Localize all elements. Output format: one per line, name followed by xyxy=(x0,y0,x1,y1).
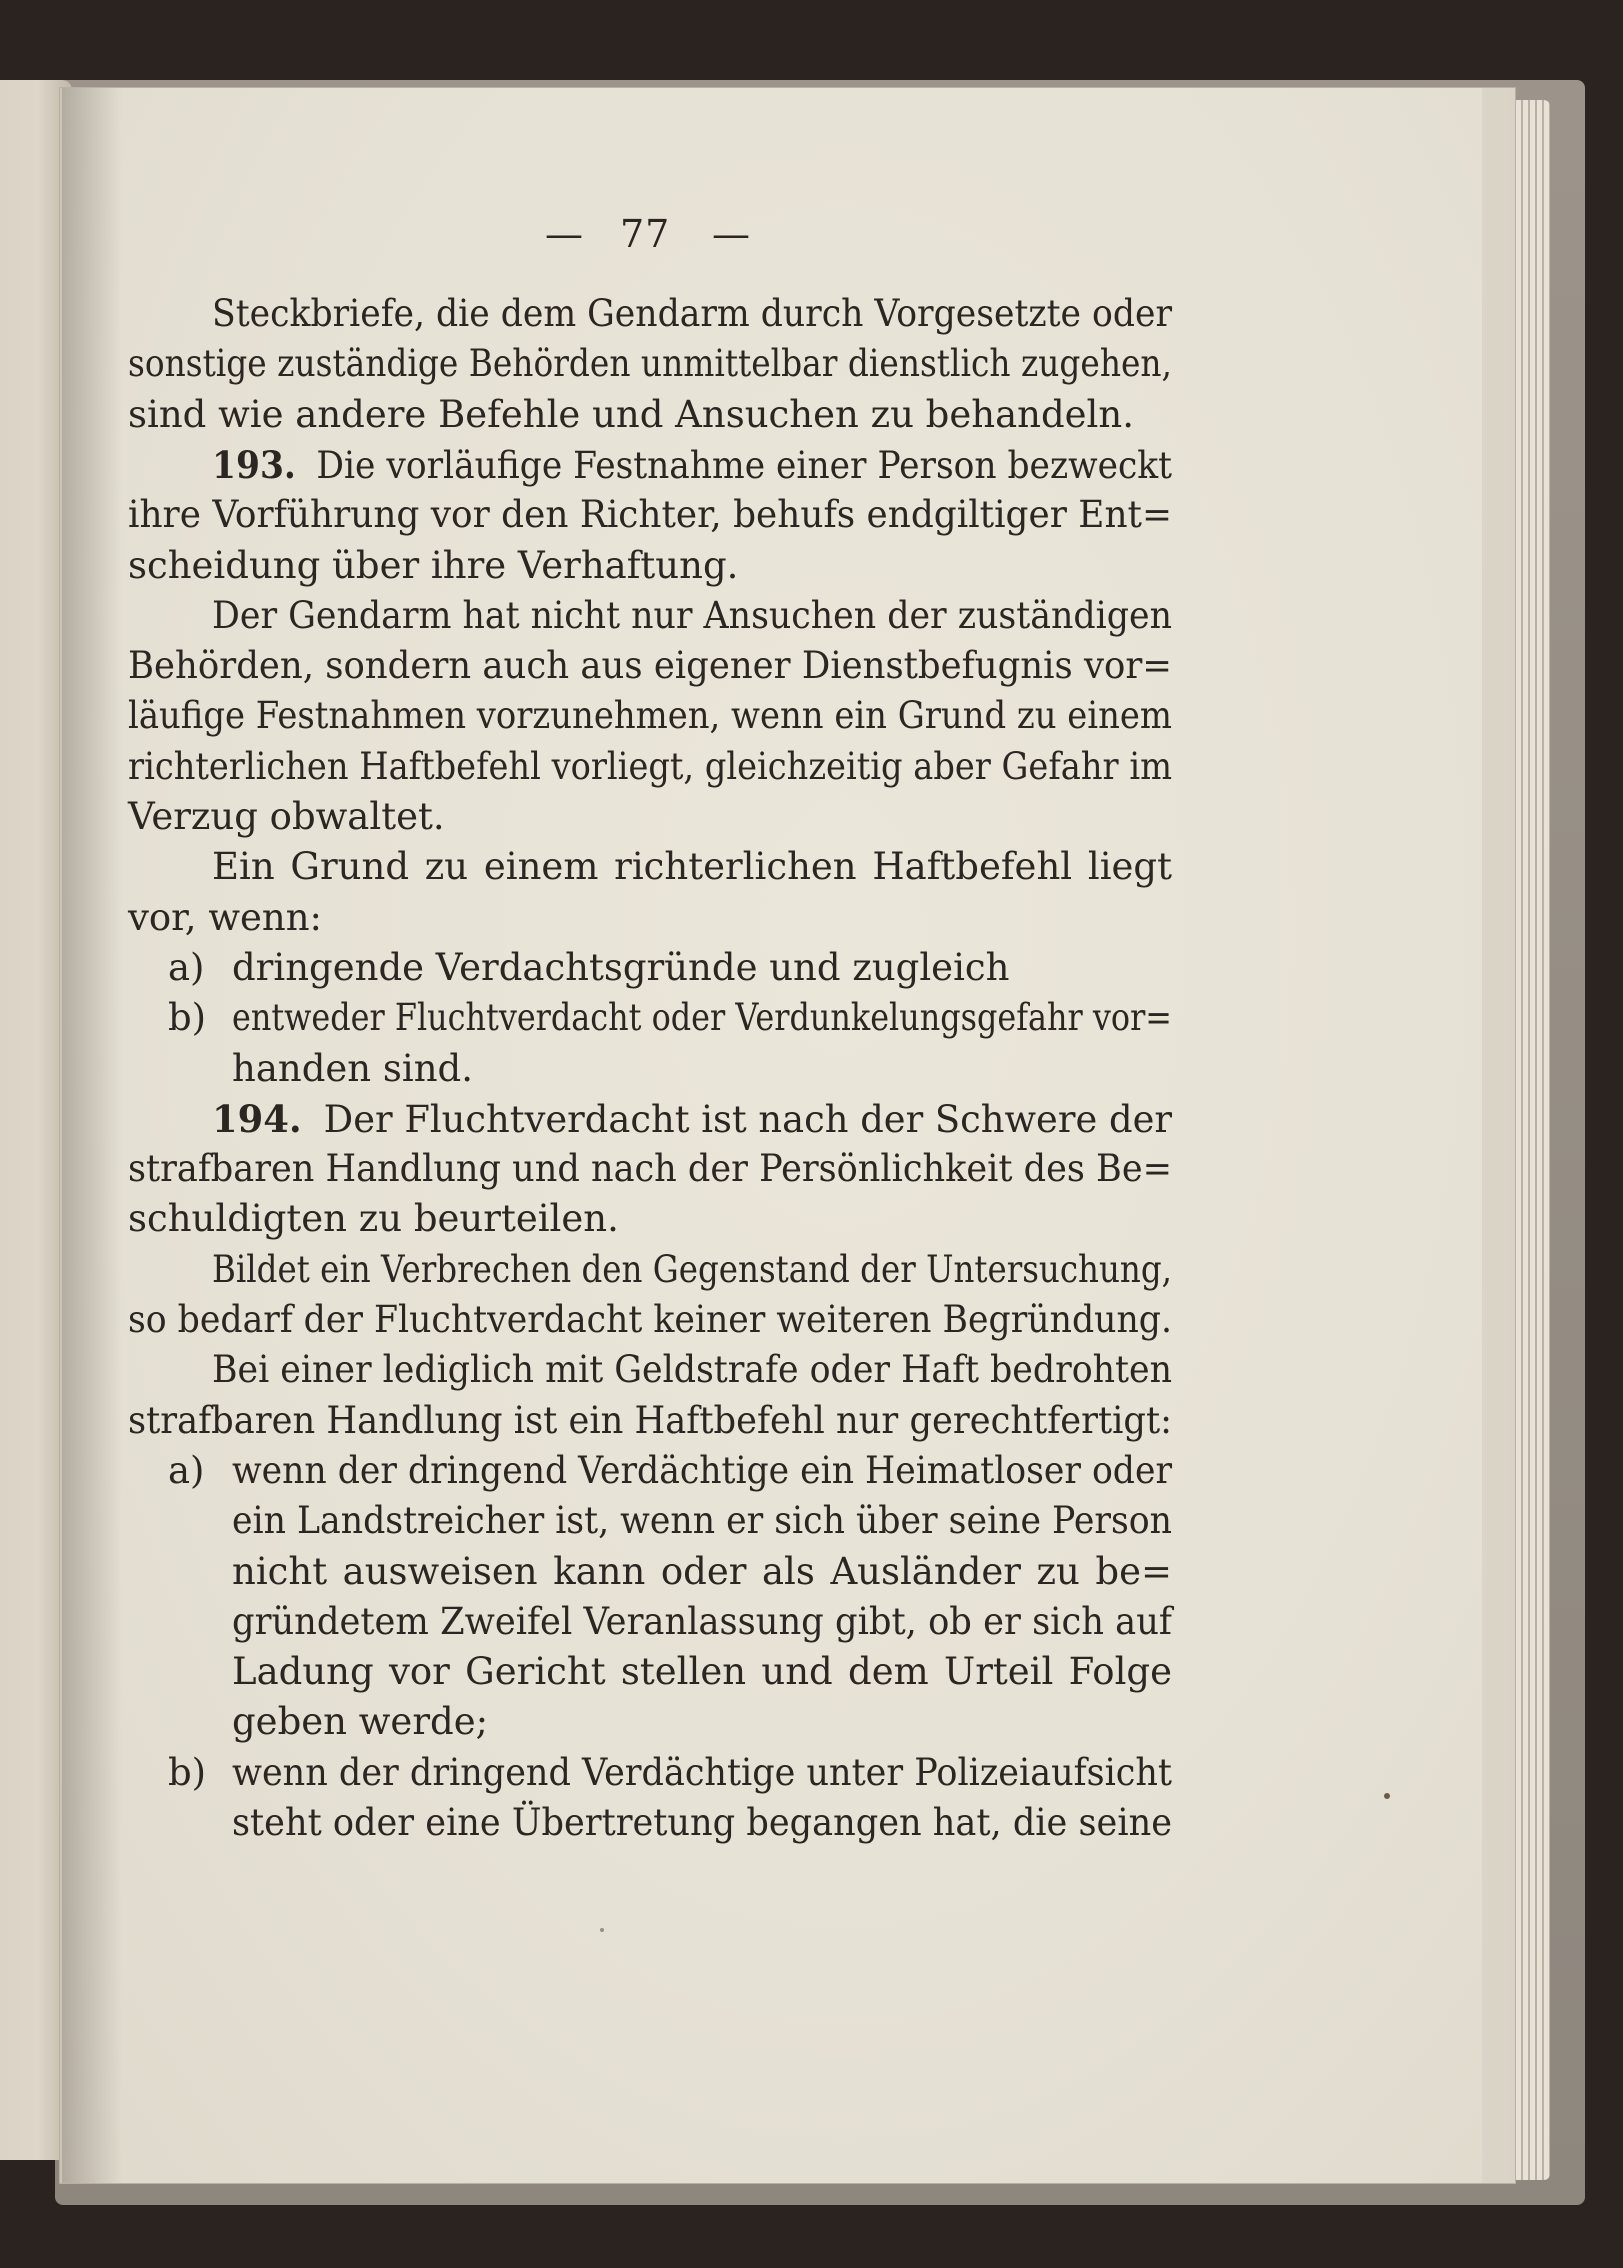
text-line-content xyxy=(232,1600,1172,1644)
text-line-content xyxy=(212,1097,1172,1142)
text-line-content xyxy=(128,694,1172,738)
text-line-content xyxy=(232,1047,473,1091)
line-text: ein Landstreicher ist, wenn er sich über seine Person xyxy=(232,1499,1172,1543)
text-line-content xyxy=(128,1197,619,1241)
header-dash-right: — xyxy=(712,212,751,256)
line-text: gründetem Zweifel Veranlassung gibt, ob er sich auf xyxy=(232,1599,1172,1643)
line-text: geben werde; xyxy=(232,1700,489,1744)
text-line-content xyxy=(232,996,1172,1040)
text-line-content xyxy=(232,946,1009,990)
paragraph-number: 193. xyxy=(212,442,296,487)
line-text: dringende Verdachtsgründe und zugleich xyxy=(232,945,1010,989)
line-text: Steckbriefe, die dem Gendarm durch Vorgesetzte oder xyxy=(212,292,1172,335)
text-line-content xyxy=(232,1650,1172,1694)
text-line-content xyxy=(232,1801,1172,1845)
line-text: handen sind. xyxy=(232,1046,473,1090)
page-number: 77 xyxy=(620,212,671,256)
line-text: Der Fluchtverdacht ist nach der Schwere der xyxy=(323,1097,1172,1141)
text-line-content xyxy=(212,292,1172,336)
list-marker: a) xyxy=(168,945,205,989)
text-line-content xyxy=(212,845,1172,889)
text-line-content xyxy=(212,443,1172,488)
line-text: Der Gendarm hat nicht nur Ansuchen der zuständigen xyxy=(212,593,1172,637)
text-line-content xyxy=(128,393,1134,437)
text-line-content xyxy=(128,1298,1172,1342)
text-line-content xyxy=(128,745,1172,789)
line-text: schuldigten zu beurteilen. xyxy=(128,1197,619,1241)
line-text: wenn der dringend Verdächtige ein Heimatloser oder xyxy=(232,1448,1172,1492)
line-text: strafbaren Handlung ist ein Haftbefehl nur gerechtfertigt: xyxy=(128,1398,1172,1442)
text-line-content xyxy=(128,342,1172,386)
text-line-content xyxy=(212,594,1172,638)
line-text: läufige Festnahmen vorzunehmen, wenn ein Grund zu einem xyxy=(128,694,1172,738)
line-text: scheidung über ihre Verhaftung. xyxy=(128,543,739,587)
line-text: Ein Grund zu einem richterlichen Haftbefehl liegt xyxy=(212,845,1172,889)
line-text: Ladung vor Gericht stellen und dem Urteil Folge xyxy=(232,1650,1172,1694)
list-marker: b) xyxy=(168,996,207,1040)
line-text: Die vorläufige Festnahme einer Person bezweckt xyxy=(316,443,1172,487)
text-line-content xyxy=(128,896,322,940)
text-line-content xyxy=(232,1449,1172,1493)
text-line-content xyxy=(128,795,445,839)
text-line-content xyxy=(232,1499,1172,1543)
line-text: entweder Fluchtverdacht oder Verdunkelungsgefahr vor= xyxy=(232,996,1172,1040)
line-text: Behörden, sondern auch aus eigener Dienstbefugnis vor= xyxy=(128,644,1172,688)
line-text: richterlichen Haftbefehl vorliegt, gleichzeitig aber Gefahr im xyxy=(128,744,1172,788)
header-dash-left: — xyxy=(545,212,584,256)
list-marker: a) xyxy=(168,1448,205,1492)
line-text: Bei einer lediglich mit Geldstrafe oder Haft bedrohten xyxy=(212,1348,1172,1392)
text-line-content xyxy=(128,644,1172,688)
text-line-content xyxy=(212,1248,1172,1292)
line-text: Verzug obwaltet. xyxy=(128,795,445,838)
list-marker: b) xyxy=(168,1750,207,1794)
text-line-content xyxy=(128,1399,1172,1443)
line-text: strafbaren Handlung und nach der Persönlichkeit des Be= xyxy=(128,1147,1172,1191)
line-text: sonstige zuständige Behörden unmittelbar dienstlich zugehen, xyxy=(128,342,1172,386)
line-text: steht oder eine Übertretung begangen hat, die seine xyxy=(232,1801,1172,1844)
text-line-content xyxy=(232,1700,488,1744)
text-line-content xyxy=(232,1550,1172,1594)
text-line-content xyxy=(128,1147,1172,1191)
line-text: sind wie andere Befehle und Ansuchen zu behandeln. xyxy=(128,392,1134,436)
line-text: vor, wenn: xyxy=(128,895,323,939)
line-text: so bedarf der Fluchtverdacht keiner weiteren Begründung. xyxy=(128,1298,1172,1341)
text-line-content xyxy=(212,1348,1172,1392)
line-text: nicht ausweisen kann oder als Ausländer zu be= xyxy=(232,1549,1172,1593)
text-line-content xyxy=(232,1751,1172,1795)
line-text: Bildet ein Verbrechen den Gegenstand der Untersuchung, xyxy=(212,1247,1172,1291)
text-line-content xyxy=(128,544,738,588)
line-text: wenn der dringend Verdächtige unter Polizeiaufsicht xyxy=(232,1750,1172,1794)
line-text: ihre Vorführung vor den Richter, behufs endgiltiger Ent= xyxy=(128,493,1172,537)
text-line-content xyxy=(128,493,1172,537)
paragraph-number: 194. xyxy=(212,1096,302,1141)
